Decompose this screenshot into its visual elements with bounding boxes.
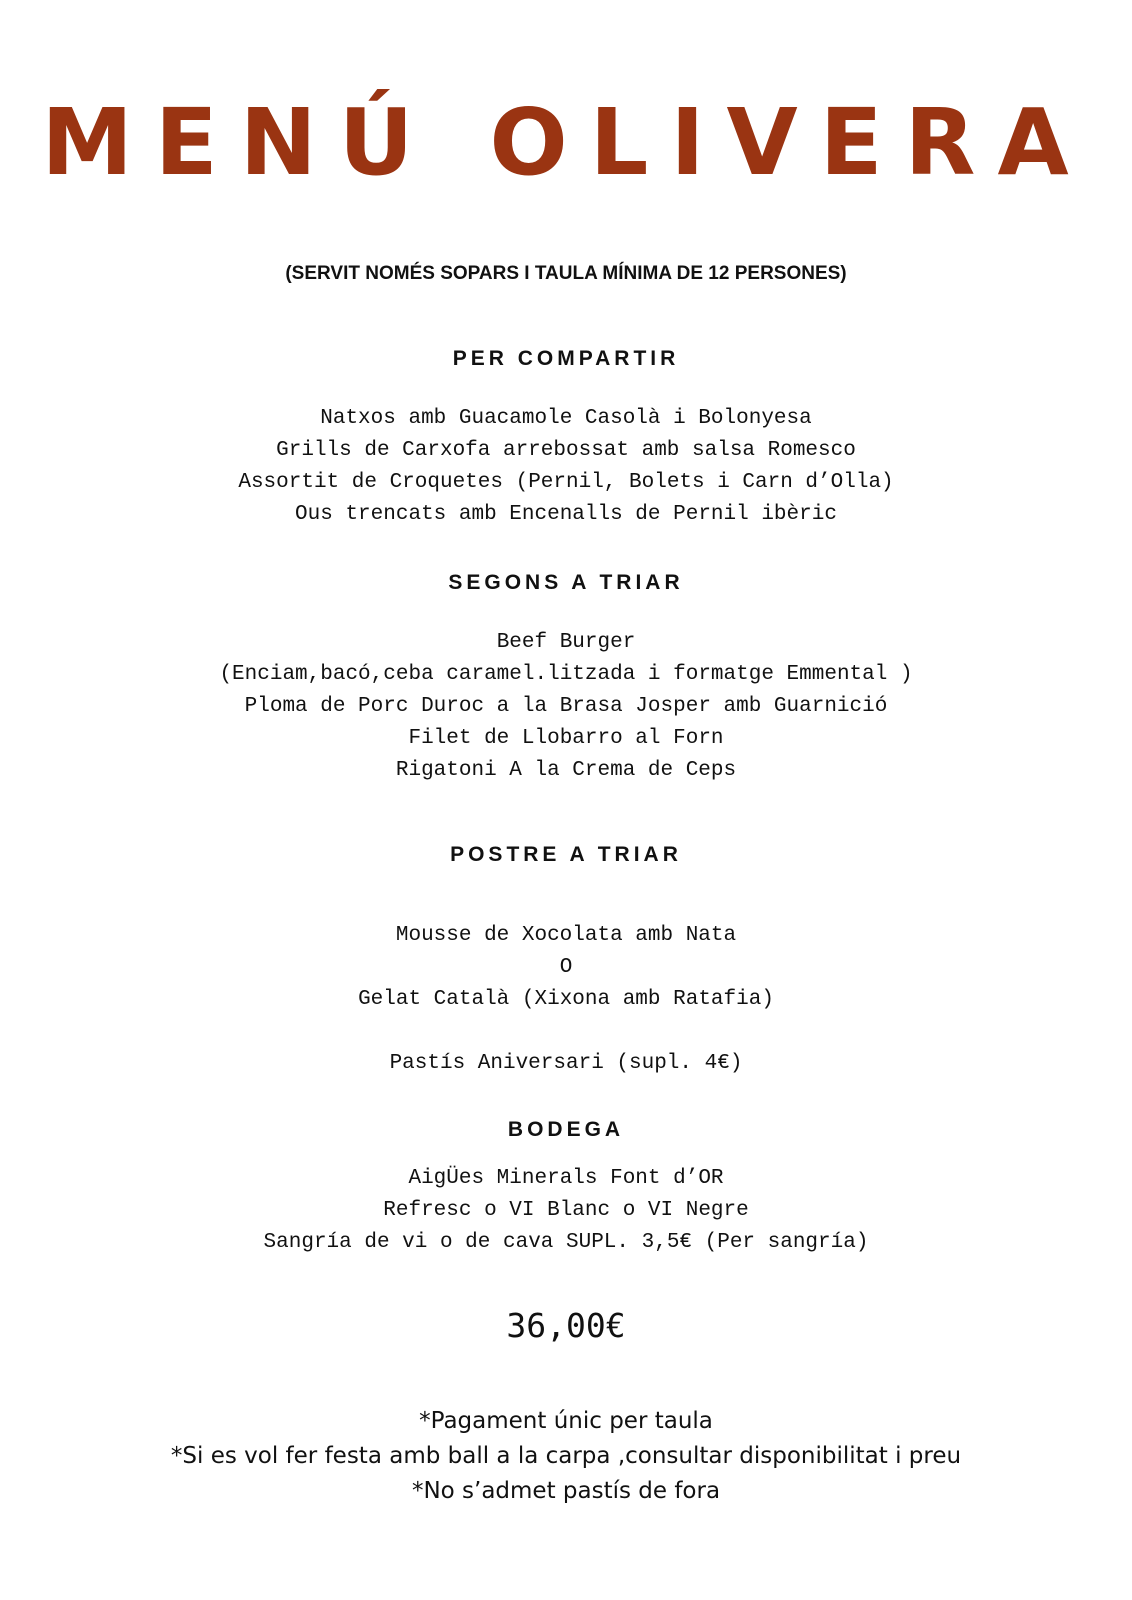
section-items-per-compartir xyxy=(0,403,1132,531)
birthday-cake-supplement: Pastís Aniversari (supl. 4€) xyxy=(389,1052,743,1075)
menu-item: Rigatoni A la Crema de Ceps xyxy=(395,759,737,782)
menu-subtitle: (SERVIT NOMÉS SOPARS I TAULA MÍNIMA DE 12 PERSONES) xyxy=(285,263,847,284)
menu-item: Assortit de Croquetes (Pernil, Bolets i Carn d’Olla) xyxy=(238,471,894,494)
section-heading-per-compartir: PER COMPARTIR xyxy=(452,347,680,370)
note-line: *Si es vol fer festa amb ball a la carpa ,consultar disponibilitat i preu xyxy=(170,1443,962,1469)
note-line: *Pagament únic per taula xyxy=(419,1408,713,1434)
menu-item: Refresc o VI Blanc o VI Negre xyxy=(383,1199,749,1222)
menu-item: AigÜes Minerals Font d’OR xyxy=(408,1167,724,1190)
menu-item: Ous trencats amb Encenalls de Pernil ibèric xyxy=(295,503,837,526)
section-heading-postre-a-triar: POSTRE A TRIAR xyxy=(450,843,682,866)
note-line: *No s’admet pastís de fora xyxy=(411,1478,721,1504)
menu-item: Gelat Català (Xixona amb Ratafia) xyxy=(358,988,774,1011)
section-items-bodega xyxy=(0,1163,1132,1259)
menu-item: O xyxy=(559,956,573,979)
menu-item: Beef Burger xyxy=(496,631,636,654)
menu-item: Mousse de Xocolata amb Nata xyxy=(395,924,737,947)
menu-item: Natxos amb Guacamole Casolà i Bolonyesa xyxy=(320,407,812,430)
section-items-segons-a-triar xyxy=(0,627,1132,787)
menu-item: Sangría de vi o de cava SUPL. 3,5€ (Per sangría) xyxy=(263,1231,869,1254)
menu-item: (Enciam,bacó,ceba caramel.litzada i formatge Emmental ) xyxy=(219,663,913,686)
menu-price: 36,00€ xyxy=(506,1306,626,1345)
menu-title: MENÚ OLIVERA xyxy=(41,89,1091,196)
menu-item: Ploma de Porc Duroc a la Brasa Josper amb Guarnició xyxy=(244,695,888,718)
menu-item: Filet de Llobarro al Forn xyxy=(408,727,724,750)
menu-item: Grills de Carxofa arrebossat amb salsa Romesco xyxy=(276,439,856,462)
section-items-postre-a-triar xyxy=(0,920,1132,1016)
section-heading-bodega: BODEGA xyxy=(507,1118,625,1141)
section-heading-segons-a-triar: SEGONS A TRIAR xyxy=(448,571,684,594)
menu-notes xyxy=(0,1404,1132,1509)
